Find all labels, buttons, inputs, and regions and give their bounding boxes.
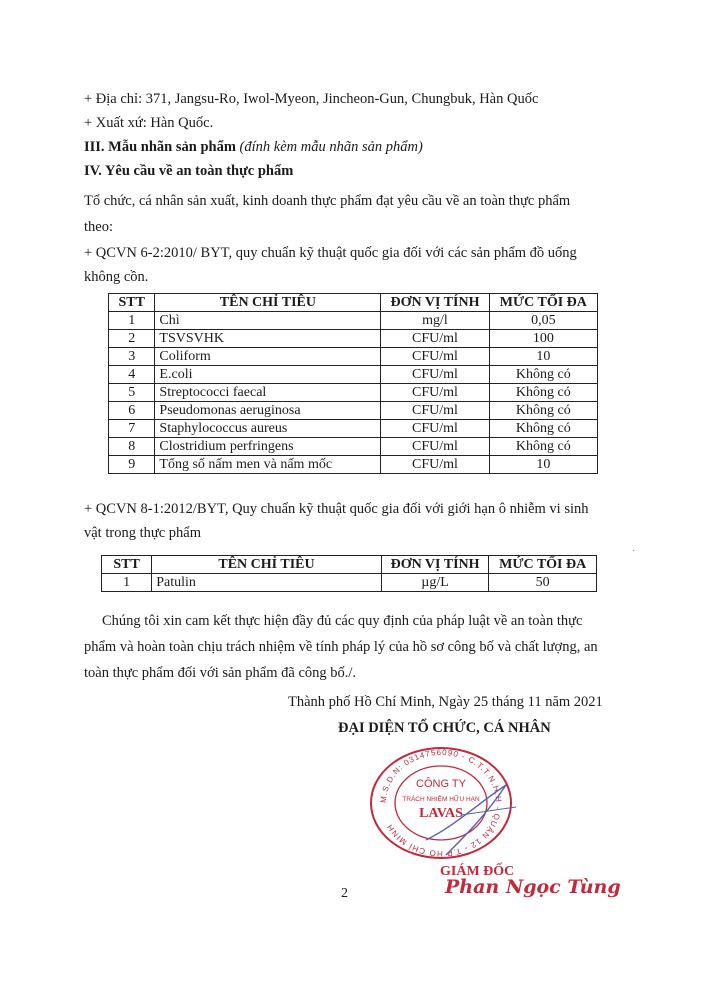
row-max: Không có [489,438,597,456]
row-max: Không có [489,402,597,420]
row-stt: 1 [102,574,152,592]
col-stt-header: STT [102,556,152,574]
col-name-header: TÊN CHỈ TIÊU [155,294,381,312]
director-position: GIÁM ĐỐC [440,864,515,879]
table-row [102,574,597,592]
col-stt-header: STT [109,294,155,312]
row-stt: 2 [109,330,155,348]
row-unit: CFU/ml [381,366,489,384]
commitment-line-1: Chúng tôi xin cam kết thực hiện đầy đủ các quy định của pháp luật về an toàn thực [102,613,583,629]
company-stamp [366,745,516,860]
spec-table-1 [108,293,598,474]
row-name: TSVSVHK [155,330,381,348]
row-name: Clostridium perfringens [155,438,381,456]
commitment-line-2: phẩm và hoàn toàn chịu trách nhiệm về tính pháp lý của hồ sơ công bố và chất lượng, an [84,639,598,655]
commitment-line-3: toàn thực phẩm đối với sản phẩm đã công bố./. [84,665,357,681]
row-max: 10 [489,456,597,474]
signature-title: ĐẠI DIỆN TỔ CHỨC, CÁ NHÂN [338,720,551,736]
origin-line: + Xuất xứ: Hàn Quốc. [84,115,214,131]
section-3-title: III. Mẫu nhãn sản phẩm [84,139,236,155]
row-stt: 6 [109,402,155,420]
row-stt: 5 [109,384,155,402]
col-name-header: TÊN CHỈ TIÊU [152,556,382,574]
signature-date: Thành phố Hồ Chí Minh, Ngày 25 tháng 11 năm 2021 [288,694,603,710]
table-row [109,312,598,330]
col-max-header: MỨC TỐI ĐA [489,294,597,312]
row-unit: CFU/ml [381,456,489,474]
row-unit: CFU/ml [381,420,489,438]
scan-speck: · [632,546,636,557]
svg-text:M.S.D.N: 0314756090 - C.T.T.N. [379,748,503,859]
qcvn-2-line-1: + QCVN 8-1:2012/BYT, Quy chuẩn kỹ thuật quốc gia đối với giới hạn ô nhiễm vi sinh [84,501,589,517]
row-stt: 7 [109,420,155,438]
row-unit: mg/l [381,312,489,330]
row-name: Streptococci faecal [155,384,381,402]
row-name: Coliform [155,348,381,366]
address-line: + Địa chỉ: 371, Jangsu-Ro, Iwol-Myeon, Jincheon-Gun, Chungbuk, Hàn Quốc [84,91,539,107]
table-row [109,402,598,420]
section-3-note: (đính kèm mẫu nhãn sản phẩm) [239,139,423,155]
row-stt: 3 [109,348,155,366]
intro-line-1: Tổ chức, cá nhân sản xuất, kinh doanh thực phẩm đạt yêu cầu về an toàn thực phẩm [84,193,571,209]
table-header-row [102,556,597,574]
row-max: 50 [489,574,597,592]
stamp-line-3: LAVAS [419,806,463,821]
section-3-heading [84,138,423,156]
section-4-title: IV. Yêu cầu về an toàn thực phẩm [84,163,294,179]
commitment-paragraph [84,608,624,686]
table-row [109,366,598,384]
row-unit: CFU/ml [381,402,489,420]
qcvn-1-line-1: + QCVN 6-2:2010/ BYT, quy chuẩn kỹ thuật quốc gia đối với các sản phẩm đồ uống [84,245,577,261]
row-unit: CFU/ml [381,438,489,456]
table-row [109,456,598,474]
stamp-line-2: TRÁCH NHIỆM HỮU HẠN [402,796,480,803]
row-name: Pseudomonas aeruginosa [155,402,381,420]
row-stt: 8 [109,438,155,456]
row-name: Tổng số nấm men và nấm mốc [155,456,381,474]
row-name: Patulin [152,574,382,592]
page-number: 2 [341,886,348,901]
intro-line-2: theo: [84,219,113,235]
row-unit: µg/L [381,574,489,592]
row-name: Staphylococcus aureus [155,420,381,438]
row-max: 100 [489,330,597,348]
row-max: 10 [489,348,597,366]
qcvn-1-line-2: không cồn. [84,269,149,285]
row-unit: CFU/ml [381,348,489,366]
row-stt: 1 [109,312,155,330]
row-name: E.coli [155,366,381,384]
row-max: Không có [489,384,597,402]
col-unit-header: ĐƠN VỊ TÍNH [381,294,489,312]
row-unit: CFU/ml [381,384,489,402]
row-max: Không có [489,420,597,438]
stamp-ring-text: M.S.D.N: 0314756090 - C.T.T.N.H.H - QUẬN 12 - T.P HỒ CHÍ MINH [378,747,504,859]
table-header-row [109,294,598,312]
row-max: 0,05 [489,312,597,330]
row-unit: CFU/ml [381,330,489,348]
row-max: Không có [489,366,597,384]
col-unit-header: ĐƠN VỊ TÍNH [381,556,489,574]
table-row [109,330,598,348]
stamp-line-1: CÔNG TY [416,778,466,790]
director-name: Phan Ngọc Tùng [445,876,621,898]
qcvn-2-line-2: vật trong thực phẩm [84,525,201,541]
row-stt: 4 [109,366,155,384]
table-row [109,420,598,438]
row-name: Chì [155,312,381,330]
table-row [109,384,598,402]
col-max-header: MỨC TỐI ĐA [489,556,597,574]
row-stt: 9 [109,456,155,474]
table-row [109,348,598,366]
spec-table-2 [101,555,597,592]
table-row [109,438,598,456]
